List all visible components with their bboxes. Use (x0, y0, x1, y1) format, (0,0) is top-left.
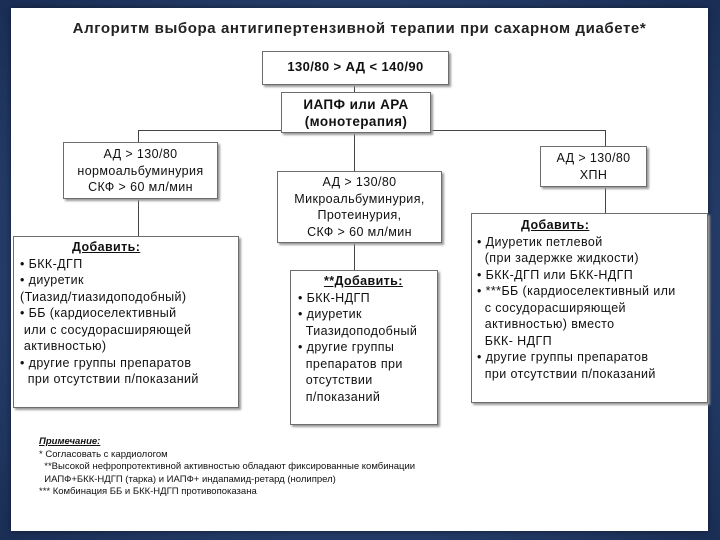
mid-cond-line-1: АД > 130/80 (322, 175, 397, 189)
condition-box-microalbuminuria (277, 171, 442, 243)
bp-range-text: 130/80 > АД < 140/90 (287, 59, 424, 74)
add-right-line: при отсутствии п/показаний (477, 366, 656, 381)
monotherapy-line-1: ИАПФ или АРА (303, 97, 409, 112)
right-cond-line-2: ХПН (579, 167, 608, 182)
add-mid-line: • БКК-НДГП (298, 290, 371, 305)
connector-right-to-add (605, 188, 606, 213)
left-cond-line-1: АД > 130/80 (103, 147, 178, 161)
add-left-line: • ББ (кардиоселективный (20, 306, 177, 320)
add-mid-heading: **Добавить: (324, 274, 403, 288)
add-right-line: • другие группы препаратов (477, 350, 649, 364)
bp-range-box (262, 51, 449, 85)
connector-mid-to-add (354, 243, 355, 270)
add-right-line: • БКК-ДГП или БКК-НДГП (477, 267, 634, 282)
connector-left-to-add (138, 198, 139, 236)
add-mid-line: • диуретик (298, 307, 362, 321)
slide-title: Алгоритм выбора антигипертензивной терапии при сахарном диабете* (72, 20, 647, 37)
left-cond-line-3: СКФ > 60 мл/мин (88, 180, 193, 194)
add-left-line: активностью) (20, 339, 107, 353)
left-cond-line-2: нормоальбуминурия (77, 163, 204, 178)
connector-left-drop (138, 130, 139, 142)
add-mid-line: отсутствии (298, 373, 373, 387)
add-left-line: или с сосудорасширяющей (20, 322, 192, 337)
footnote-line: **Высокой нефропротективной активностью обладают фиксированные комбинации (39, 461, 416, 473)
slide (11, 8, 708, 531)
add-left-line: • БКК-ДГП (20, 256, 83, 271)
add-left-line: • другие группы препаратов (20, 355, 192, 370)
add-mid-line: Тиазидоподобный (298, 323, 418, 338)
add-left-line: при отсутствии п/показаний (20, 372, 199, 386)
add-right-line: (при задержке жидкости) (477, 251, 639, 265)
add-mid-line: п/показаний (298, 389, 381, 404)
condition-box-normoalbuminuria (63, 142, 218, 199)
footnotes (39, 436, 415, 499)
right-cond-line-1: АД > 130/80 (556, 151, 631, 165)
add-right-line: • Диуретик петлевой (477, 234, 603, 249)
footnote-line: *** Комбинация ББ и БКК-НДГП противопоказана (39, 486, 257, 498)
footnote-line: * Согласовать с кардиологом (39, 448, 168, 460)
add-right-heading: Добавить: (521, 218, 590, 232)
mid-cond-line-3: Протеинурия, (317, 208, 402, 222)
footnote-line: ИАПФ+БКК-НДГП (тарка) и ИАПФ+ индапамид-ретард (нолипрел) (39, 473, 336, 485)
add-right-line: с сосудорасширяющей (477, 300, 626, 315)
monotherapy-line-2: (монотерапия) (304, 114, 408, 129)
add-mid-line: • другие группы (298, 340, 395, 354)
add-left-line: • диуретик (20, 273, 84, 287)
mid-cond-line-4: СКФ > 60 мл/мин (307, 224, 412, 239)
monotherapy-box (281, 92, 431, 133)
add-left-line: (Тиазид/тиазидоподобный) (20, 289, 187, 304)
condition-box-ckd (540, 146, 647, 187)
add-box-right (471, 213, 708, 403)
add-box-middle (290, 270, 438, 425)
mid-cond-line-2: Микроальбуминурия, (294, 191, 425, 206)
add-right-line: • ***ББ (кардиоселективный или (477, 284, 676, 298)
add-right-line: активностью) вместо (477, 317, 615, 331)
add-box-left (13, 236, 239, 408)
footnote-heading: Примечание: (39, 436, 101, 447)
add-left-heading: Добавить: (72, 240, 141, 254)
add-mid-line: препаратов при (298, 356, 403, 371)
add-right-line: БКК- НДГП (477, 333, 552, 348)
